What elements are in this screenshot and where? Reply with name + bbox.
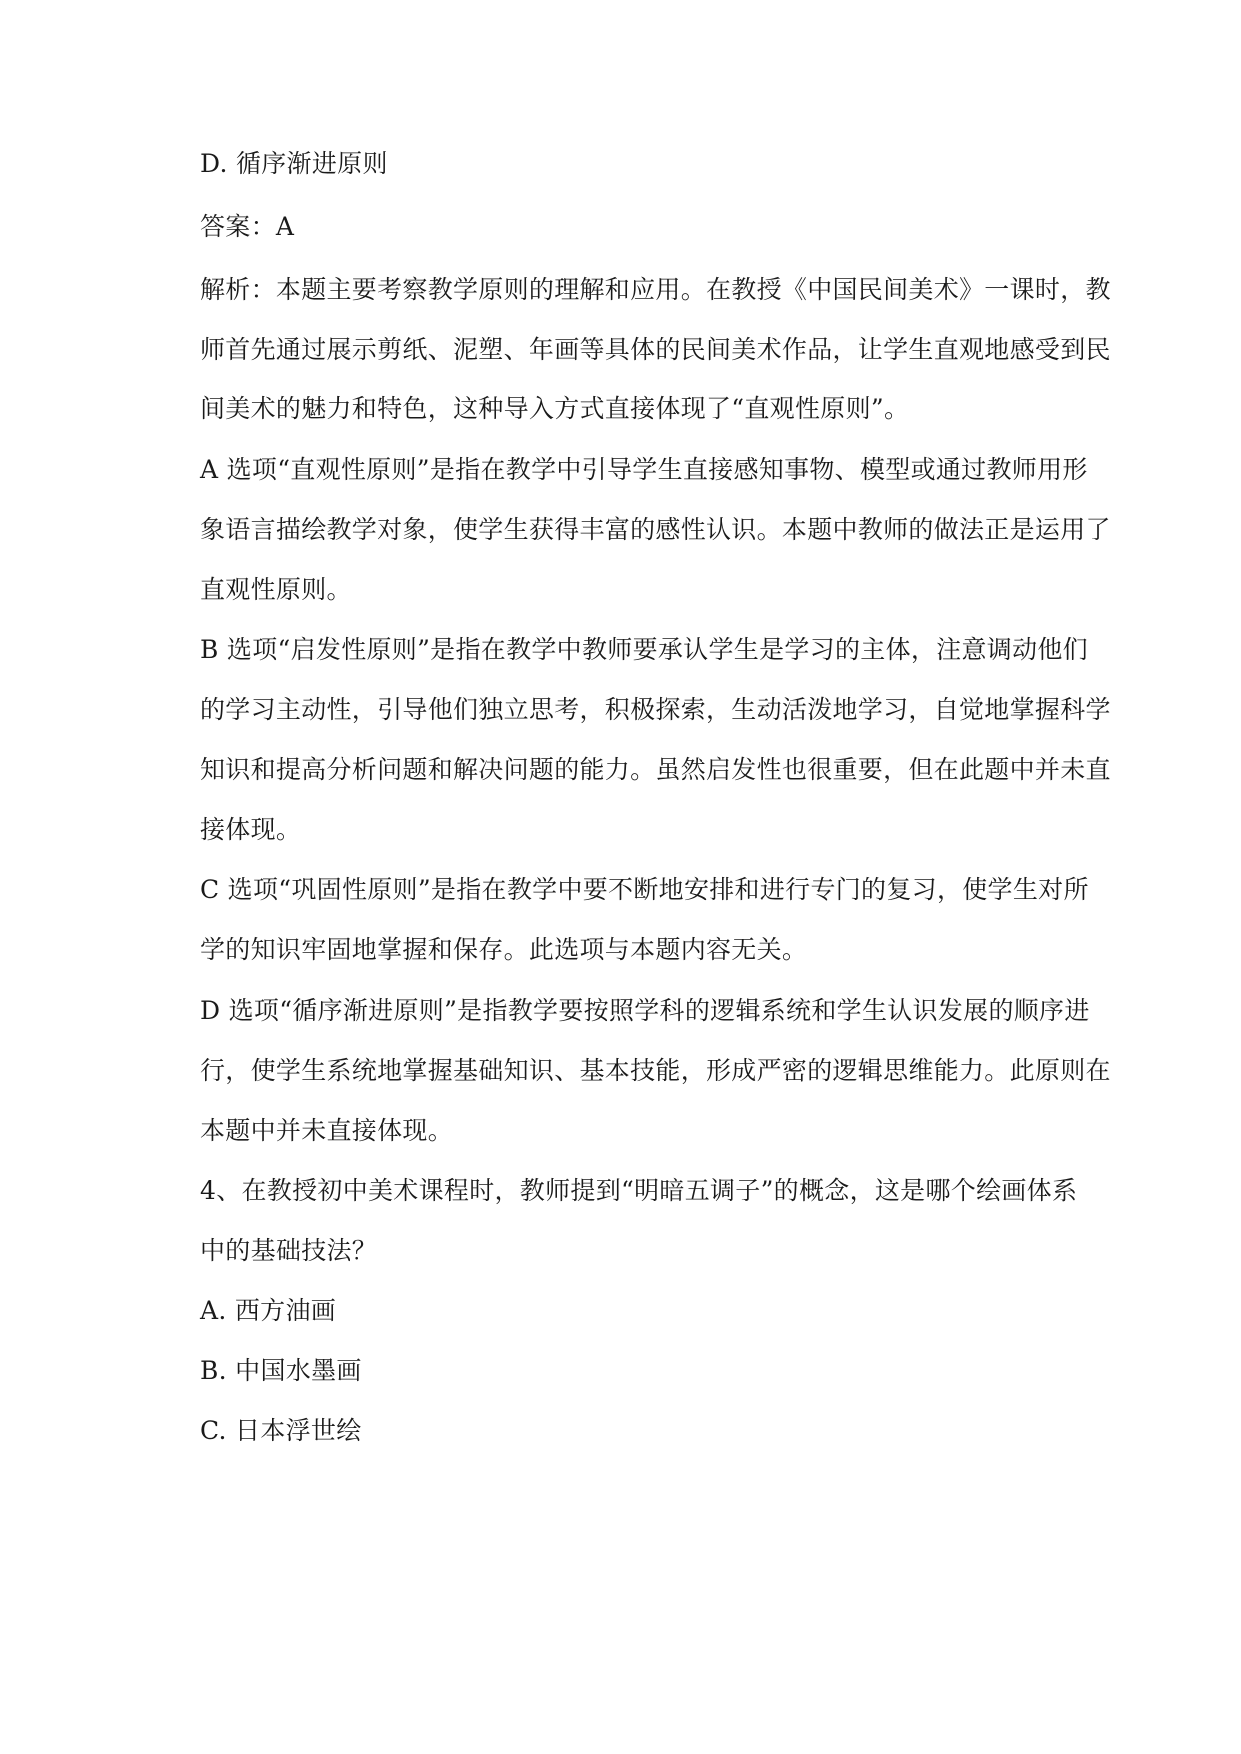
question-4-line-2: 中的基础技法？ bbox=[200, 1236, 378, 1265]
option-a-explanation-line-2: 象语言描绘教学对象，使学生获得丰富的感性认识。本题中教师的做法正是运用了 bbox=[200, 515, 1111, 544]
option-c-explanation-line-2: 学的知识牢固地掌握和保存。此选项与本题内容无关。 bbox=[200, 935, 808, 964]
question-4-option-a: A. 西方油画 bbox=[200, 1296, 337, 1325]
question-4-line-1: 4、在教授初中美术课程时，教师提到“明暗五调子”的概念，这是哪个绘画体系 bbox=[200, 1176, 1078, 1205]
option-d-explanation-line-2: 行，使学生系统地掌握基础知识、基本技能，形成严密的逻辑思维能力。此原则在 bbox=[200, 1056, 1111, 1085]
option-a-explanation-line-3: 直观性原则。 bbox=[200, 575, 352, 604]
option-b-explanation-line-1: B 选项“启发性原则”是指在教学中教师要承认学生是学习的主体，注意调动他们 bbox=[200, 635, 1088, 664]
analysis-line-2: 师首先通过展示剪纸、泥塑、年画等具体的民间美术作品，让学生直观地感受到民 bbox=[200, 335, 1111, 364]
option-b-explanation-line-4: 接体现。 bbox=[200, 815, 302, 844]
question-4-option-b: B. 中国水墨画 bbox=[200, 1356, 362, 1385]
option-c-explanation-line-1: C 选项“巩固性原则”是指在教学中要不断地安排和进行专门的复习，使学生对所 bbox=[200, 875, 1089, 904]
question-4-option-c: C. 日本浮世绘 bbox=[200, 1416, 362, 1445]
option-d-explanation-line-1: D 选项“循序渐进原则”是指教学要按照学科的逻辑系统和学生认识发展的顺序进 bbox=[200, 996, 1090, 1025]
analysis-line-1: 解析：本题主要考察教学原则的理解和应用。在教授《中国民间美术》一课时，教 bbox=[200, 275, 1111, 304]
option-d-previous: D. 循序渐进原则 bbox=[200, 149, 388, 178]
option-d-explanation-line-3: 本题中并未直接体现。 bbox=[200, 1116, 454, 1145]
option-b-explanation-line-3: 知识和提高分析问题和解决问题的能力。虽然启发性也很重要，但在此题中并未直 bbox=[200, 755, 1111, 784]
option-a-explanation-line-1: A 选项“直观性原则”是指在教学中引导学生直接感知事物、模型或通过教师用形 bbox=[200, 455, 1088, 484]
option-b-explanation-line-2: 的学习主动性，引导他们独立思考，积极探索，生动活泼地学习，自觉地掌握科学 bbox=[200, 695, 1111, 724]
analysis-line-3: 间美术的魅力和特色，这种导入方式直接体现了“直观性原则”。 bbox=[200, 394, 910, 423]
answer-line: 答案：A bbox=[200, 212, 295, 241]
